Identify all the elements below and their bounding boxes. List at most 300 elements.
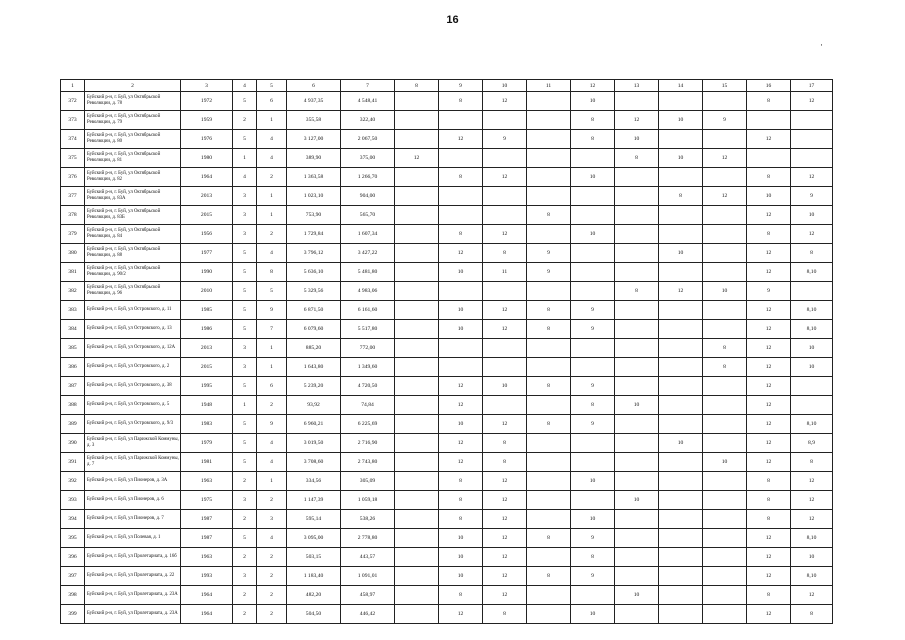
table-row bbox=[61, 130, 833, 149]
table-cell: 8 bbox=[615, 149, 659, 168]
table-cell: 1975 bbox=[181, 491, 233, 510]
table-cell: 6 161,60 bbox=[341, 301, 395, 320]
table-row bbox=[61, 149, 833, 168]
table-cell bbox=[703, 206, 747, 225]
table-cell bbox=[615, 92, 659, 111]
table-cell: 2 bbox=[257, 567, 287, 586]
table-cell: 8 bbox=[439, 586, 483, 605]
address-cell: Буйский р-н, г. Буй, ул Октябрьской Революции, д. 83А bbox=[85, 187, 181, 206]
table-cell bbox=[527, 453, 571, 472]
table-cell: 12 bbox=[439, 244, 483, 263]
table-cell: 2 778,80 bbox=[341, 529, 395, 548]
table-cell: 1977 bbox=[181, 244, 233, 263]
table-cell bbox=[395, 244, 439, 263]
table-cell: 7 bbox=[257, 320, 287, 339]
table-cell: 5 bbox=[233, 415, 257, 434]
table-cell bbox=[439, 206, 483, 225]
table-cell bbox=[395, 206, 439, 225]
table-cell: 10 bbox=[659, 244, 703, 263]
table-cell bbox=[659, 472, 703, 491]
table-cell: 1964 bbox=[181, 586, 233, 605]
table-cell: 12 bbox=[747, 548, 791, 567]
table-cell: 2 bbox=[257, 548, 287, 567]
table-cell bbox=[527, 586, 571, 605]
table-cell: 12 bbox=[747, 605, 791, 624]
table-cell bbox=[483, 187, 527, 206]
table-cell: 5 636,10 bbox=[287, 263, 341, 282]
table-cell: 388 bbox=[61, 396, 85, 415]
table-cell: 386 bbox=[61, 358, 85, 377]
table-cell: 12 bbox=[439, 605, 483, 624]
table-cell: 12 bbox=[791, 586, 833, 605]
table-cell: 9 bbox=[527, 263, 571, 282]
table-cell bbox=[571, 206, 615, 225]
table-cell: 3 bbox=[233, 187, 257, 206]
table-cell bbox=[571, 263, 615, 282]
table-cell: 1 183,40 bbox=[287, 567, 341, 586]
table-cell bbox=[615, 434, 659, 453]
table-cell: 1972 bbox=[181, 92, 233, 111]
table-cell: 10 bbox=[571, 510, 615, 529]
table-cell: 375 bbox=[61, 149, 85, 168]
table-cell: 9 bbox=[527, 244, 571, 263]
table-cell: 6 bbox=[257, 92, 287, 111]
table-cell bbox=[395, 320, 439, 339]
table-cell: 10 bbox=[439, 301, 483, 320]
table-cell: 9 bbox=[483, 130, 527, 149]
table-cell: 8 bbox=[483, 244, 527, 263]
table-cell: 1 147,39 bbox=[287, 491, 341, 510]
table-cell: 8 bbox=[527, 377, 571, 396]
address-cell: Буйский р-н, г. Буй, ул Октябрьской Революции, д. 79 bbox=[85, 111, 181, 130]
table-cell bbox=[659, 415, 703, 434]
table-cell: 12 bbox=[439, 130, 483, 149]
table-cell bbox=[615, 415, 659, 434]
table-cell: 6 225,69 bbox=[341, 415, 395, 434]
table-row bbox=[61, 244, 833, 263]
table-cell: 8 bbox=[615, 282, 659, 301]
table-cell: 8 bbox=[483, 453, 527, 472]
table-cell bbox=[571, 491, 615, 510]
table-cell bbox=[615, 548, 659, 567]
address-cell: Буйский р-н, г. Буй, ул Октябрьской Революции, д. 80 bbox=[85, 130, 181, 149]
table-cell bbox=[395, 263, 439, 282]
table-cell bbox=[527, 434, 571, 453]
table-row bbox=[61, 282, 833, 301]
table-cell: 12 bbox=[747, 244, 791, 263]
table-cell: 8 bbox=[791, 244, 833, 263]
table-cell: 2 bbox=[257, 605, 287, 624]
table-cell: 394 bbox=[61, 510, 85, 529]
table-cell: 8 bbox=[527, 567, 571, 586]
table-row bbox=[61, 320, 833, 339]
table-cell bbox=[527, 130, 571, 149]
table-cell: 10 bbox=[615, 396, 659, 415]
table-cell: 885,20 bbox=[287, 339, 341, 358]
table-cell bbox=[659, 92, 703, 111]
table-cell: 6 960,21 bbox=[287, 415, 341, 434]
table-cell: 8,10 bbox=[791, 263, 833, 282]
table-cell: 1 bbox=[257, 358, 287, 377]
table-cell: 4 bbox=[257, 529, 287, 548]
table-cell: 384 bbox=[61, 320, 85, 339]
table-cell: 1 729,84 bbox=[287, 225, 341, 244]
table-cell: 3 bbox=[233, 491, 257, 510]
table-cell bbox=[703, 586, 747, 605]
table-cell: 5 bbox=[233, 301, 257, 320]
table-row bbox=[61, 396, 833, 415]
table-cell bbox=[703, 548, 747, 567]
table-cell: 1 bbox=[257, 206, 287, 225]
table-cell: 10 bbox=[571, 92, 615, 111]
table-cell: 1976 bbox=[181, 130, 233, 149]
table-cell: 1986 bbox=[181, 320, 233, 339]
column-header: 1 bbox=[61, 80, 85, 92]
table-cell: 12 bbox=[483, 548, 527, 567]
table-cell: 12 bbox=[747, 396, 791, 415]
table-cell: 1963 bbox=[181, 548, 233, 567]
table-cell bbox=[615, 453, 659, 472]
table-cell: 9 bbox=[571, 320, 615, 339]
table-cell: 503,15 bbox=[287, 548, 341, 567]
table-cell bbox=[615, 510, 659, 529]
table-cell: 4 bbox=[257, 244, 287, 263]
table-cell bbox=[615, 529, 659, 548]
table-cell bbox=[659, 263, 703, 282]
table-cell: 1 363,58 bbox=[287, 168, 341, 187]
table-cell: 12 bbox=[747, 434, 791, 453]
table-cell bbox=[527, 282, 571, 301]
table-cell bbox=[659, 529, 703, 548]
column-header: 2 bbox=[85, 80, 181, 92]
table-cell: 381 bbox=[61, 263, 85, 282]
table-cell: 5 bbox=[257, 282, 287, 301]
table-cell bbox=[571, 282, 615, 301]
table-cell: 2 716,90 bbox=[341, 434, 395, 453]
table-cell: 12 bbox=[439, 453, 483, 472]
table-cell bbox=[703, 377, 747, 396]
table-cell bbox=[703, 510, 747, 529]
table-cell: 398 bbox=[61, 586, 85, 605]
table-cell: 8 bbox=[747, 491, 791, 510]
table-cell bbox=[703, 415, 747, 434]
table-cell: 10 bbox=[747, 187, 791, 206]
table-cell: 504,50 bbox=[287, 605, 341, 624]
table-row bbox=[61, 510, 833, 529]
table-cell: 12 bbox=[483, 472, 527, 491]
table-cell bbox=[527, 111, 571, 130]
table-cell: 2 bbox=[257, 586, 287, 605]
table-row bbox=[61, 529, 833, 548]
table-cell: 5 239,20 bbox=[287, 377, 341, 396]
table-cell: 8 bbox=[527, 415, 571, 434]
table-cell bbox=[703, 434, 747, 453]
table-cell: 10 bbox=[703, 453, 747, 472]
address-cell: Буйский р-н, г. Буй, ул Октябрьской Революции, д. 82 bbox=[85, 168, 181, 187]
table-cell bbox=[659, 130, 703, 149]
table-cell: 2 bbox=[257, 491, 287, 510]
header-row bbox=[61, 80, 833, 92]
table-cell bbox=[395, 111, 439, 130]
table-cell bbox=[659, 206, 703, 225]
table-cell: 2 bbox=[233, 605, 257, 624]
table-cell bbox=[395, 453, 439, 472]
table-cell: 12 bbox=[791, 472, 833, 491]
corner-mark: · bbox=[820, 40, 823, 50]
table-cell bbox=[659, 548, 703, 567]
table-cell: 12 bbox=[659, 282, 703, 301]
table-cell: 10 bbox=[439, 415, 483, 434]
table-cell: 12 bbox=[703, 187, 747, 206]
table-cell bbox=[615, 339, 659, 358]
table-cell: 4 bbox=[233, 168, 257, 187]
address-cell: Буйский р-н, г. Буй, ул Островского, д. 13 bbox=[85, 320, 181, 339]
table-cell bbox=[395, 434, 439, 453]
address-cell: Буйский р-н, г. Буй, ул Островского, д. 2 bbox=[85, 358, 181, 377]
table-cell: 2013 bbox=[181, 339, 233, 358]
column-header: 11 bbox=[527, 80, 571, 92]
table-cell: 1979 bbox=[181, 434, 233, 453]
column-header: 16 bbox=[747, 80, 791, 92]
table-cell bbox=[791, 149, 833, 168]
table-cell bbox=[791, 377, 833, 396]
table-cell: 10 bbox=[659, 111, 703, 130]
table-cell: 1 059,18 bbox=[341, 491, 395, 510]
table-cell: 8 bbox=[527, 301, 571, 320]
column-header: 8 bbox=[395, 80, 439, 92]
table-cell: 10 bbox=[571, 225, 615, 244]
table-cell: 4 983,06 bbox=[341, 282, 395, 301]
table-row bbox=[61, 415, 833, 434]
table-cell: 10 bbox=[571, 168, 615, 187]
table-cell bbox=[659, 605, 703, 624]
table-cell: 10 bbox=[703, 282, 747, 301]
table-cell: 383 bbox=[61, 301, 85, 320]
table-cell: 3 bbox=[233, 206, 257, 225]
table-cell: 374 bbox=[61, 130, 85, 149]
table-cell: 1990 bbox=[181, 263, 233, 282]
table-cell: 1 bbox=[233, 149, 257, 168]
table-cell: 305,09 bbox=[341, 472, 395, 491]
table-cell: 6 079,60 bbox=[287, 320, 341, 339]
table-cell bbox=[483, 396, 527, 415]
table-cell: 385 bbox=[61, 339, 85, 358]
table-cell bbox=[527, 548, 571, 567]
table-cell: 12 bbox=[439, 396, 483, 415]
table-cell: 376 bbox=[61, 168, 85, 187]
table-cell: 5 bbox=[233, 263, 257, 282]
table-cell: 10 bbox=[571, 472, 615, 491]
table-cell: 8 bbox=[483, 434, 527, 453]
table-cell bbox=[659, 491, 703, 510]
table-cell bbox=[615, 187, 659, 206]
table-cell: 5 bbox=[233, 377, 257, 396]
table-cell bbox=[395, 605, 439, 624]
table-cell: 1993 bbox=[181, 567, 233, 586]
table-cell: 2015 bbox=[181, 358, 233, 377]
table-cell: 12 bbox=[791, 225, 833, 244]
table-cell: 8 bbox=[571, 130, 615, 149]
table-cell bbox=[395, 510, 439, 529]
table-cell: 8 bbox=[747, 168, 791, 187]
address-cell: Буйский р-н, г. Буй, ул Пролетариата, д. 23А bbox=[85, 586, 181, 605]
table-cell bbox=[703, 320, 747, 339]
table-cell: 3 796,12 bbox=[287, 244, 341, 263]
table-cell bbox=[527, 187, 571, 206]
table-cell: 9 bbox=[571, 567, 615, 586]
table-cell bbox=[395, 301, 439, 320]
table-cell: 1 607,34 bbox=[341, 225, 395, 244]
table-cell bbox=[439, 358, 483, 377]
table-cell bbox=[703, 491, 747, 510]
table-cell: 12 bbox=[747, 263, 791, 282]
table-cell: 8,10 bbox=[791, 567, 833, 586]
table-cell bbox=[615, 263, 659, 282]
table-cell: 9 bbox=[571, 377, 615, 396]
table-cell: 1963 bbox=[181, 472, 233, 491]
column-header: 5 bbox=[257, 80, 287, 92]
table-cell: 8 bbox=[703, 339, 747, 358]
table-cell: 1995 bbox=[181, 377, 233, 396]
table-cell: 12 bbox=[439, 434, 483, 453]
address-cell: Буйский р-н, г. Буй, ул Пролетариата, д. 16б bbox=[85, 548, 181, 567]
table-cell: 8 bbox=[439, 472, 483, 491]
table-cell bbox=[439, 339, 483, 358]
table-cell: 10 bbox=[615, 491, 659, 510]
table-cell: 1 023,10 bbox=[287, 187, 341, 206]
table-cell bbox=[571, 149, 615, 168]
table-cell bbox=[659, 358, 703, 377]
table-cell: 12 bbox=[747, 206, 791, 225]
table-cell: 1948 bbox=[181, 396, 233, 415]
table-cell: 74,84 bbox=[341, 396, 395, 415]
table-cell: 1 bbox=[257, 187, 287, 206]
table-cell: 2 bbox=[233, 548, 257, 567]
table-cell: 395 bbox=[61, 529, 85, 548]
table-cell bbox=[659, 586, 703, 605]
table-row bbox=[61, 377, 833, 396]
table-cell: 2013 bbox=[181, 187, 233, 206]
table-cell: 1987 bbox=[181, 529, 233, 548]
address-cell: Буйский р-н, г. Буй, ул Парижской Коммуны, д. 7 bbox=[85, 453, 181, 472]
table-cell: 4 bbox=[257, 453, 287, 472]
table-cell: 372 bbox=[61, 92, 85, 111]
table-cell: 5 bbox=[233, 92, 257, 111]
table-cell bbox=[703, 472, 747, 491]
table-cell bbox=[527, 472, 571, 491]
column-header: 10 bbox=[483, 80, 527, 92]
table-cell: 396 bbox=[61, 548, 85, 567]
table-cell: 3 bbox=[233, 339, 257, 358]
table-cell: 1964 bbox=[181, 605, 233, 624]
table-cell: 12 bbox=[483, 529, 527, 548]
column-header: 9 bbox=[439, 80, 483, 92]
table-cell: 5 bbox=[233, 453, 257, 472]
table-cell bbox=[703, 567, 747, 586]
table-cell: 3 bbox=[233, 358, 257, 377]
table-cell: 10 bbox=[439, 548, 483, 567]
table-cell: 6 bbox=[257, 377, 287, 396]
table-cell: 10 bbox=[439, 567, 483, 586]
address-cell: Буйский р-н, г. Буй, ул Октябрьской Революции, д. 88 bbox=[85, 244, 181, 263]
table-cell bbox=[483, 149, 527, 168]
table-cell: 6 871,50 bbox=[287, 301, 341, 320]
table-cell bbox=[659, 320, 703, 339]
table-row bbox=[61, 111, 833, 130]
table-cell: 5 329,56 bbox=[287, 282, 341, 301]
table-cell bbox=[659, 510, 703, 529]
table-cell: 8 bbox=[439, 510, 483, 529]
address-cell: Буйский р-н, г. Буй, ул Островского, д. 5 bbox=[85, 396, 181, 415]
table-cell bbox=[615, 244, 659, 263]
table-cell: 1987 bbox=[181, 510, 233, 529]
table-cell: 12 bbox=[483, 567, 527, 586]
table-cell: 12 bbox=[483, 92, 527, 111]
table-cell bbox=[483, 111, 527, 130]
table-cell bbox=[703, 301, 747, 320]
table-cell: 10 bbox=[659, 434, 703, 453]
table-cell: 8 bbox=[483, 605, 527, 624]
table-cell: 12 bbox=[483, 320, 527, 339]
table-cell: 772,00 bbox=[341, 339, 395, 358]
table-cell: 12 bbox=[747, 301, 791, 320]
table-cell: 1 bbox=[257, 339, 287, 358]
table-cell: 389,90 bbox=[287, 149, 341, 168]
table-cell: 5 bbox=[233, 130, 257, 149]
table-cell: 8,9 bbox=[791, 434, 833, 453]
table-cell bbox=[615, 225, 659, 244]
table-cell bbox=[571, 358, 615, 377]
table-cell bbox=[395, 548, 439, 567]
table-row bbox=[61, 92, 833, 111]
table-cell: 10 bbox=[439, 529, 483, 548]
table-row bbox=[61, 168, 833, 187]
table-cell: 12 bbox=[747, 320, 791, 339]
table-cell: 4 bbox=[257, 149, 287, 168]
table-cell: 12 bbox=[483, 225, 527, 244]
table-cell: 10 bbox=[659, 149, 703, 168]
address-cell: Буйский р-н, г. Буй, ул Октябрьской Революции, д. 90/2 bbox=[85, 263, 181, 282]
table-cell: 387 bbox=[61, 377, 85, 396]
table-cell bbox=[527, 396, 571, 415]
table-cell bbox=[615, 472, 659, 491]
table-row bbox=[61, 434, 833, 453]
table-cell: 12 bbox=[615, 111, 659, 130]
table-cell bbox=[615, 567, 659, 586]
table-cell: 8 bbox=[747, 472, 791, 491]
table-cell: 393 bbox=[61, 491, 85, 510]
table-cell: 9 bbox=[571, 301, 615, 320]
table-cell: 12 bbox=[747, 377, 791, 396]
table-cell: 8 bbox=[257, 263, 287, 282]
table-cell: 8,10 bbox=[791, 415, 833, 434]
table-cell: 1 bbox=[233, 396, 257, 415]
table-cell: 12 bbox=[395, 149, 439, 168]
address-cell: Буйский р-н, г. Буй, ул Пионеров, д. 7 bbox=[85, 510, 181, 529]
table-cell: 8 bbox=[791, 605, 833, 624]
table-cell: 392 bbox=[61, 472, 85, 491]
table-cell: 1981 bbox=[181, 453, 233, 472]
table-cell: 10 bbox=[791, 358, 833, 377]
table-cell bbox=[615, 320, 659, 339]
table-cell: 12 bbox=[483, 510, 527, 529]
address-cell: Буйский р-н, г. Буй, ул Островского, д. 9/3 bbox=[85, 415, 181, 434]
table-row bbox=[61, 472, 833, 491]
table-cell bbox=[659, 168, 703, 187]
table-cell: 5 bbox=[233, 434, 257, 453]
table-cell bbox=[703, 225, 747, 244]
table-cell bbox=[791, 396, 833, 415]
